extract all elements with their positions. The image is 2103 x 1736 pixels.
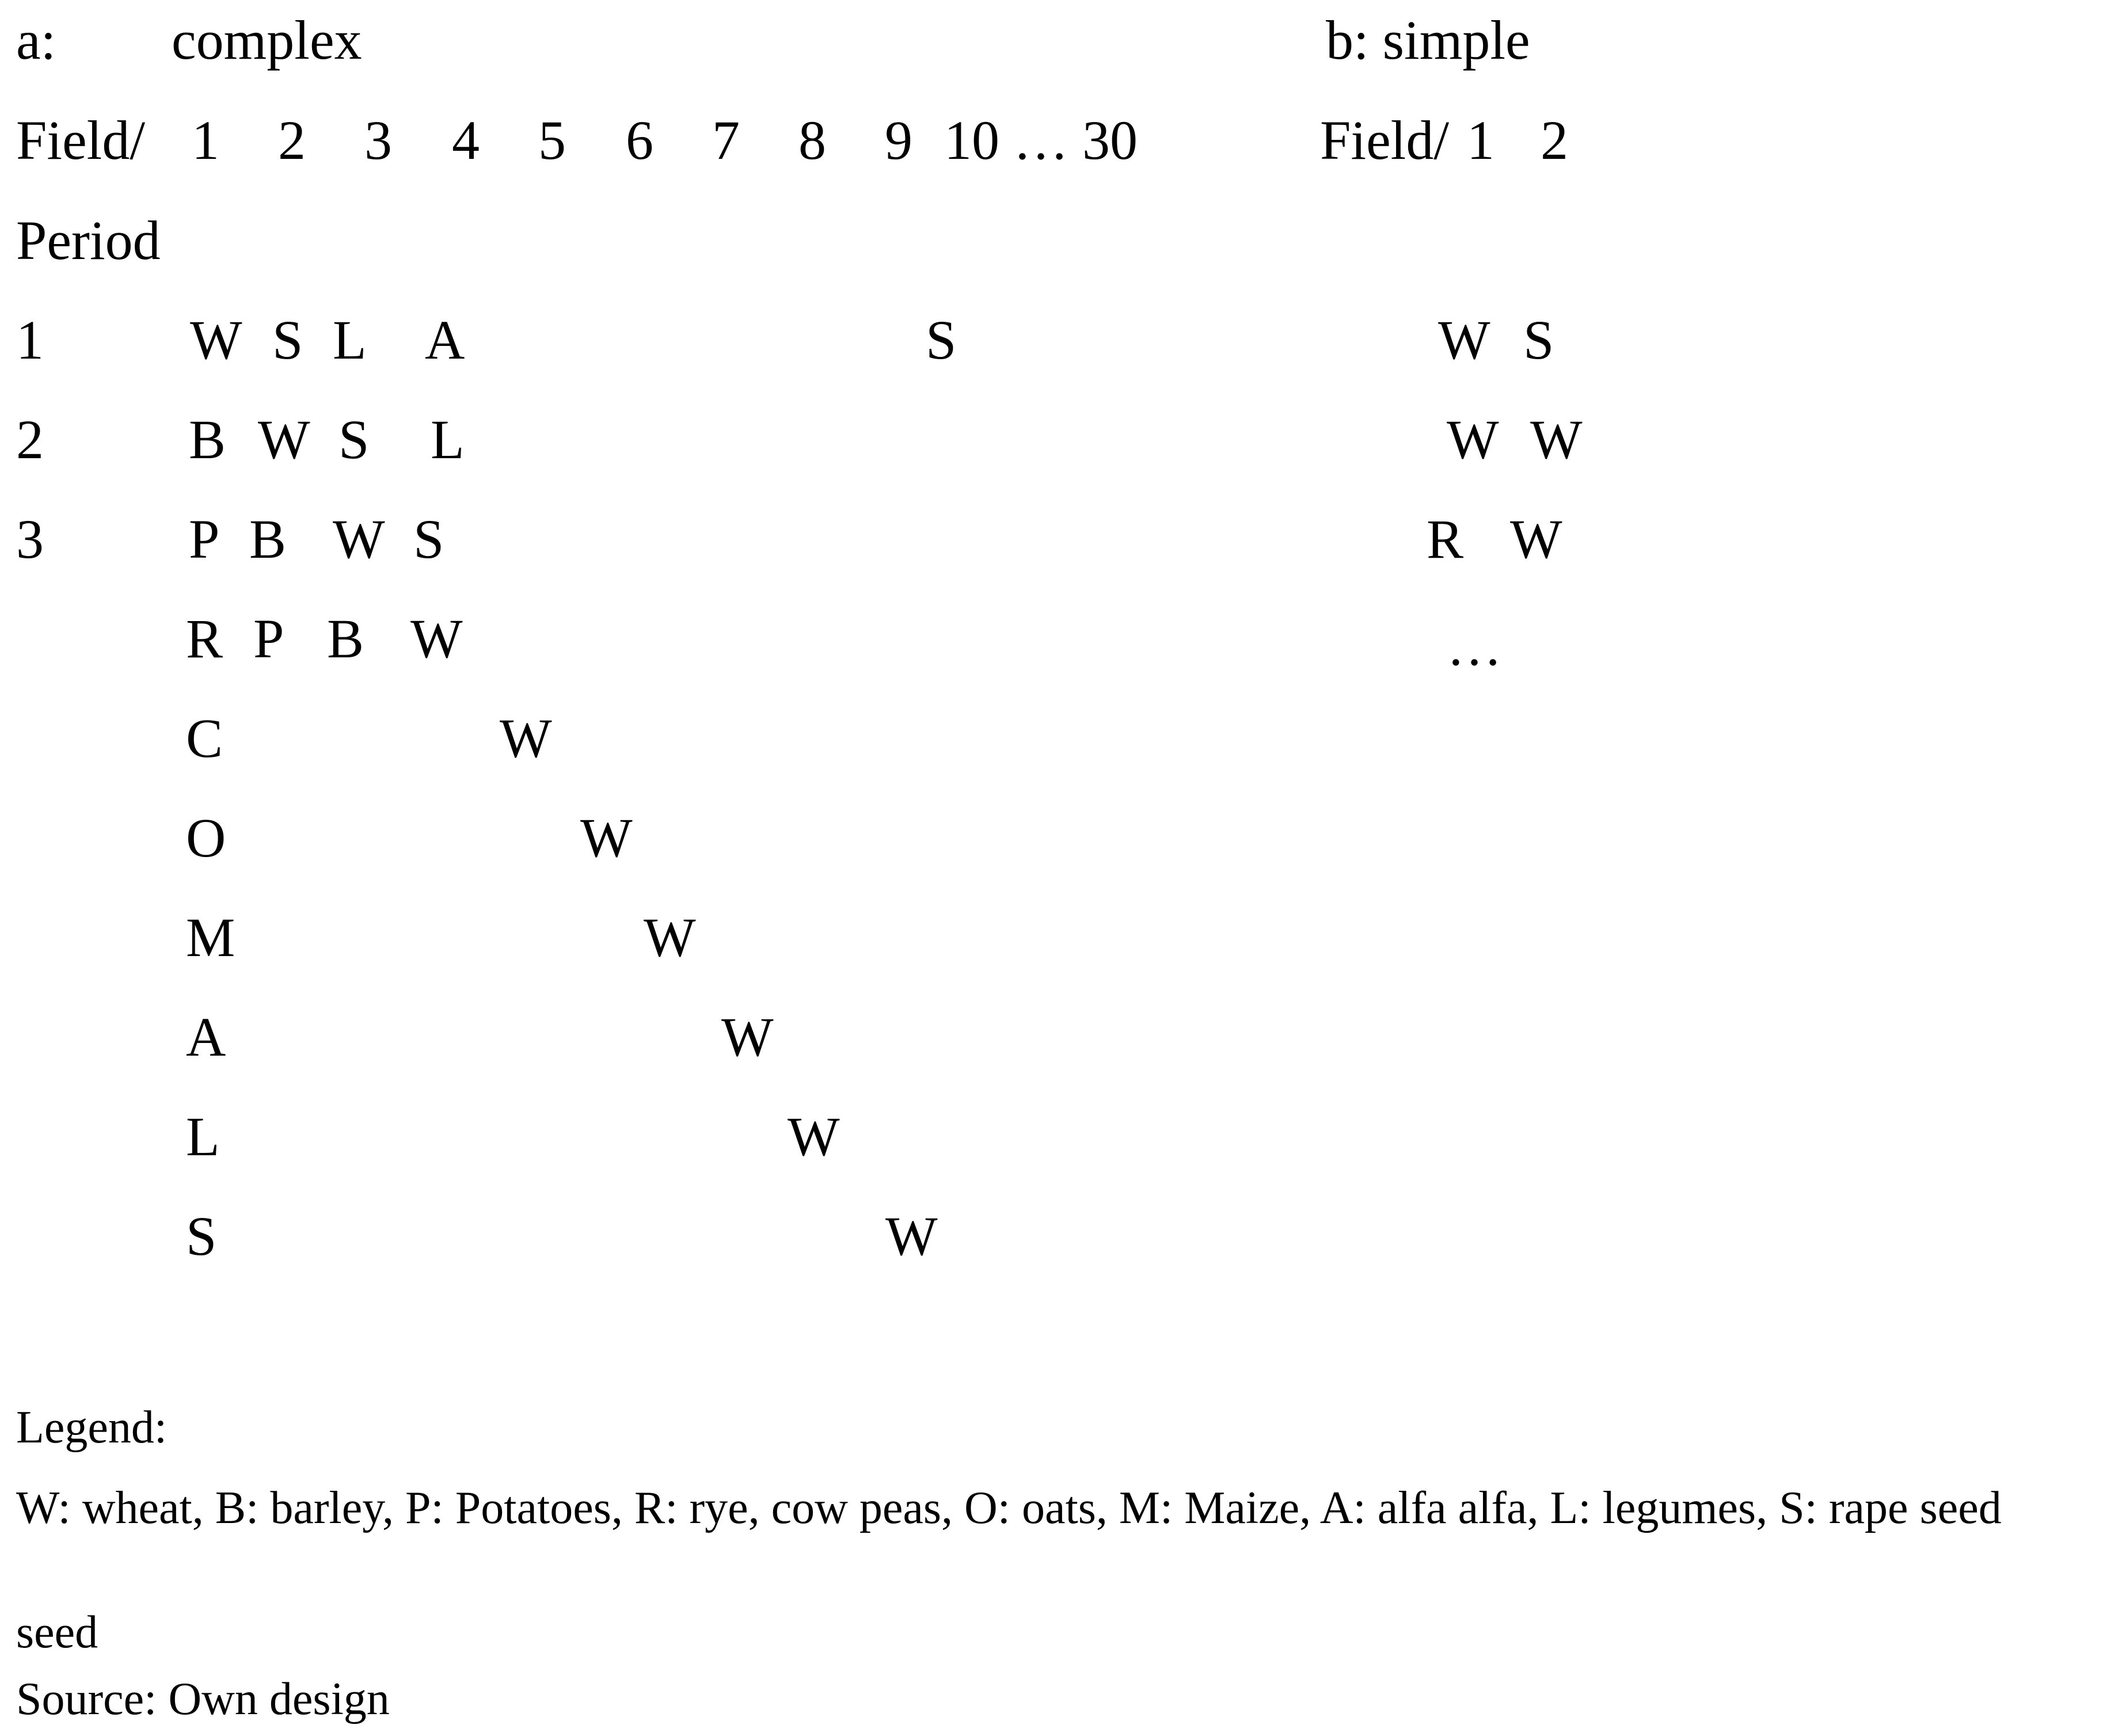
crop-cell: B bbox=[189, 409, 226, 470]
complex-period-label: Period bbox=[16, 210, 161, 271]
crop-cell: B bbox=[249, 508, 287, 570]
complex-field-number: 6 bbox=[626, 109, 653, 171]
crop-cell: W bbox=[580, 807, 633, 869]
crop-cell: A bbox=[186, 1006, 226, 1068]
crop-cell: W bbox=[333, 508, 385, 570]
panel-b-title: b: simple bbox=[1326, 9, 1530, 71]
simple-crop-cell: R bbox=[1427, 508, 1464, 570]
crop-cell: S bbox=[339, 409, 370, 470]
crop-cell: S bbox=[272, 309, 303, 371]
simple-crop-cell: W bbox=[1447, 409, 1499, 470]
simple-crop-cell: W bbox=[1510, 508, 1562, 570]
panel-a-title: complex bbox=[172, 9, 362, 71]
crop-cell: L bbox=[186, 1106, 220, 1167]
crop-cell: P bbox=[189, 508, 220, 570]
crop-cell: B bbox=[327, 608, 364, 669]
complex-field-number: 10 … 30 bbox=[944, 109, 1138, 171]
crop-cell: C bbox=[186, 707, 223, 769]
crop-cell: W bbox=[721, 1006, 774, 1068]
simple-crop-cell: W bbox=[1530, 409, 1583, 470]
complex-field-label: Field/ bbox=[16, 109, 146, 171]
simple-field-label: Field/ bbox=[1320, 109, 1450, 171]
source-note: Source: Own design bbox=[16, 1674, 390, 1724]
crop-cell: M bbox=[186, 907, 235, 968]
panel-a-label: a: bbox=[16, 9, 56, 71]
legend-text: W: wheat, B: barley, P: Potatoes, R: rye, cow peas, O: oats, M: Maize, A: alfa alfa, L: legumes, S: rape seed bbox=[16, 1483, 2002, 1533]
complex-field-number: 7 bbox=[712, 109, 740, 171]
crop-cell: L bbox=[431, 409, 465, 470]
crop-cell: P bbox=[253, 608, 284, 669]
simple-field-number: 2 bbox=[1541, 109, 1568, 171]
legend-wrap: seed bbox=[16, 1607, 98, 1658]
crop-cell: S bbox=[926, 309, 957, 371]
complex-field-number: 9 bbox=[885, 109, 912, 171]
crop-cell: S bbox=[186, 1205, 217, 1267]
complex-period-number: 2 bbox=[16, 409, 44, 470]
simple-crop-cell: S bbox=[1523, 309, 1554, 371]
crop-cell: W bbox=[500, 707, 552, 769]
complex-field-number: 2 bbox=[278, 109, 306, 171]
crop-cell: W bbox=[788, 1106, 840, 1167]
complex-field-number: 1 bbox=[192, 109, 219, 171]
crop-cell: R bbox=[186, 608, 223, 669]
complex-field-number: 4 bbox=[452, 109, 480, 171]
legend-title: Legend: bbox=[16, 1402, 168, 1453]
complex-period-number: 1 bbox=[16, 309, 44, 371]
complex-field-number: 8 bbox=[798, 109, 826, 171]
complex-period-number: 3 bbox=[16, 508, 44, 570]
crop-cell: W bbox=[644, 907, 696, 968]
crop-cell: W bbox=[258, 409, 310, 470]
crop-cell: W bbox=[885, 1205, 938, 1267]
crop-cell: W bbox=[410, 608, 463, 669]
crop-cell: O bbox=[186, 807, 226, 869]
simple-field-number: 1 bbox=[1467, 109, 1494, 171]
crop-cell: S bbox=[413, 508, 444, 570]
crop-cell: L bbox=[333, 309, 367, 371]
simple-ellipsis: … bbox=[1447, 615, 1502, 677]
crop-cell: A bbox=[425, 309, 465, 371]
complex-field-number: 3 bbox=[364, 109, 392, 171]
complex-field-number: 5 bbox=[538, 109, 566, 171]
simple-crop-cell: W bbox=[1438, 309, 1490, 371]
crop-cell: W bbox=[190, 309, 242, 371]
